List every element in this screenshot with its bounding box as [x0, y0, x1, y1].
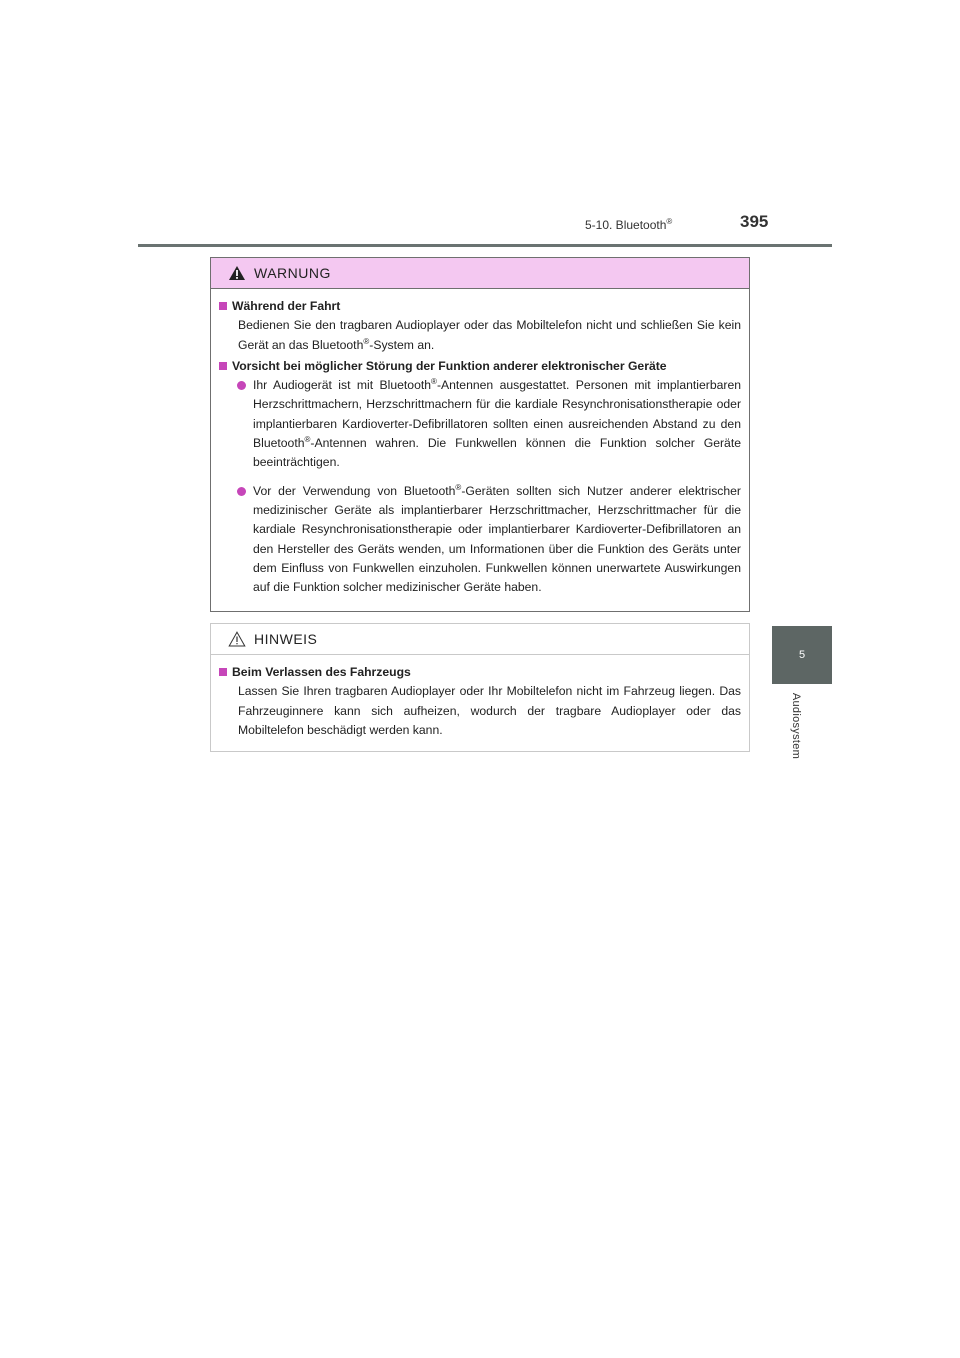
round-bullet-icon	[237, 381, 246, 390]
section-heading: Beim Verlassen des Fahrzeugs	[219, 663, 741, 682]
list-item	[219, 376, 741, 472]
section-paragraph: Lassen Sie Ihren tragbaren Audioplayer oder Ihr Mobiltelefon nicht im Fahrzeug liegen. Das Fahrzeuginnere kann sich aufheizen, wodurch der tragbare Audioplayer oder das Mobiltelefon beschädigt werden kann.	[238, 684, 741, 737]
warning-title: WARNUNG	[254, 265, 331, 281]
caution-triangle-icon	[228, 631, 246, 647]
notice-body	[211, 655, 749, 740]
list-item-text: Vor der Verwendung von Bluetooth®-Geräten sollten sich Nutzer anderer elektrischer medizinischer Geräte als implantierbarer Herzschrittmacher, Herzschrittmacher für die kardiale Resynchronisationstherapie oder implantierbarer Kardioverter-Defibrillatoren an den Hersteller des Geräts wenden, um Informationen über die Funktion des Geräts unter dem Einfluss von Funkwellen einzuholen. Funkwellen können unerwartete Auswirkungen auf die Funktion solcher medizinischer Geräte haben.	[253, 482, 741, 595]
square-bullet-icon	[219, 302, 227, 310]
list-item	[219, 482, 741, 598]
warning-header	[211, 258, 749, 289]
list-item-text: Ihr Audiogerät ist mit Bluetooth®-Antennen ausgestattet. Personen mit implantierbaren Herzschrittmachern, Herzschrittmachern für die kardiale Resynchronisationstherapie oder implantierbaren Kardioverter-Defibrillatoren sollten einen ausreichenden Abstand zu den Bluetooth®-Antennen wahren. Die Funkwellen können die Funktion solcher Geräte beeinträchtigen.	[253, 377, 742, 470]
warning-triangle-icon	[228, 265, 246, 281]
section-title: 5-10. Bluetooth	[585, 218, 667, 232]
section-heading: Während der Fahrt	[219, 297, 741, 316]
warning-body	[211, 289, 749, 597]
page-number: 395	[740, 212, 769, 231]
warning-box	[210, 257, 750, 612]
header-divider	[138, 244, 832, 247]
running-header	[585, 218, 672, 232]
section-heading: Vorsicht bei möglicher Störung der Funktion anderer elektronischer Geräte	[219, 357, 741, 376]
section-paragraph: Bedienen Sie den tragbaren Audioplayer oder das Mobiltelefon nicht und schließen Sie kein Gerät an das Bluetooth®-System an.	[238, 318, 741, 352]
chapter-number: 5	[798, 649, 806, 661]
round-bullet-icon	[237, 487, 246, 496]
notice-title: HINWEIS	[254, 631, 318, 647]
chapter-tab[interactable]	[772, 626, 832, 684]
notice-box	[210, 623, 750, 752]
square-bullet-icon	[219, 362, 227, 370]
square-bullet-icon	[219, 668, 227, 676]
notice-header	[211, 624, 749, 655]
chapter-label: Audiosystem	[790, 692, 802, 760]
registered-mark: ®	[666, 217, 673, 226]
